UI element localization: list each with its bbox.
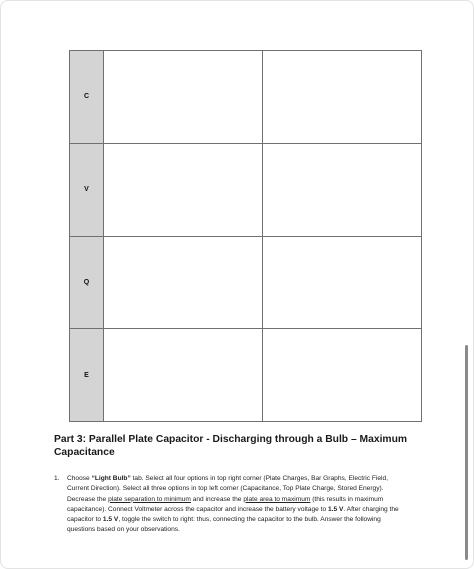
section-title: Part 3: Parallel Plate Capacitor - Discharging through a Bulb – Maximum Capacitance — [54, 434, 408, 458]
step-text: , toggle the switch to right: thus, connecting the capacitor to the bulb. Answer the following questions based on your observations. — [67, 516, 381, 534]
tab-name: “Light Bulb” — [91, 475, 131, 482]
row-label: V — [70, 143, 104, 236]
table-cell — [263, 51, 422, 144]
row-label: Q — [70, 236, 104, 329]
table-cell — [104, 51, 263, 144]
table-cell — [104, 143, 263, 236]
table-cell — [104, 236, 263, 329]
table-cell — [263, 329, 422, 422]
step-text: tab. Select all four options in top right corner (Plate Charges, Bar Graphs, Electric Field, Current Direction). Select all three options in top left corner (Capacitance, Top Plate Charge, Stored Energy). Decrease the — [67, 475, 389, 503]
table-cell — [263, 236, 422, 329]
table-cell — [263, 143, 422, 236]
table-row — [70, 329, 422, 422]
voltage-value: 1.5 V — [327, 505, 344, 513]
list-number: 1. — [54, 475, 60, 482]
row-label: E — [70, 329, 104, 422]
step-text: . After charging the capacitor to — [67, 505, 399, 524]
table-row — [70, 236, 422, 329]
voltage-value: 1.5 V — [102, 516, 119, 524]
step-text: and increase the — [190, 495, 244, 503]
list-item — [54, 474, 406, 536]
step-text: Choose — [67, 475, 92, 482]
step-text: (this results in maximum capacitance). Connect Voltmeter across the capacitor and increase the battery voltage to — [67, 495, 384, 513]
row-label: C — [70, 51, 104, 144]
table-row — [70, 143, 422, 236]
instruction-list — [54, 474, 406, 536]
underlined-text: plate separation to minimum — [108, 495, 191, 503]
table-row — [70, 51, 422, 144]
underlined-text: plate area to maximum — [243, 495, 311, 503]
scrollbar[interactable] — [465, 345, 468, 560]
data-table — [69, 50, 422, 422]
table-cell — [104, 329, 263, 422]
